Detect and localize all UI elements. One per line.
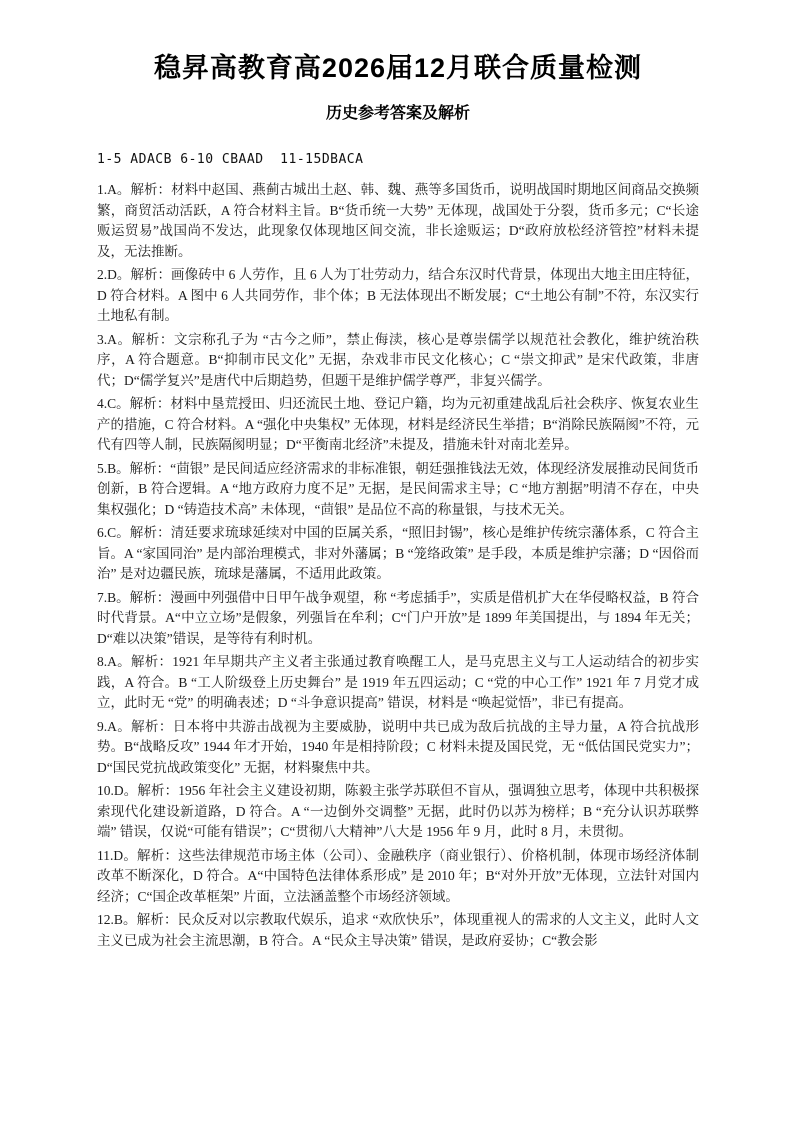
answer-explanations — [97, 180, 699, 951]
answer-item: 12.B。解析：民众反对以宗教取代娱乐，追求 “欢欣快乐”，体现重视人的需求的人文主义，此时人文主义已成为社会主流思潮，B 符合。A “民众主导决策” 错误，是政府妥协；C“教会影 — [97, 912, 699, 948]
page-subtitle: 历史参考答案及解析 — [325, 105, 470, 122]
answer-item: 2.D。解析：画像砖中 6 人劳作，且 6 人为丁壮劳动力，结合东汉时代背景，体现出大地主田庄特征，D 符合材料。A 图中 6 人共同劳作，非个体；B 无法体现出不断发展；C“土地公有制”不符，东汉实行土地私有制。 — [97, 267, 699, 323]
page-title: 稳昇高教育高2026届12月联合质量检测 — [153, 53, 643, 83]
answer-item: 8.A。解析：1921 年早期共产主义者主张通过教育唤醒工人，是马克思主义与工人运动结合的初步实践，A 符合。B “工人阶级登上历史舞台” 是 1919 年五四运动；C “党的中心工作” 1921 年 7 月党才成立，此时无 “党” 的明确表述；D “斗争意识提高” 错误，材料是 “唤起觉悟”，非已有提高。 — [97, 654, 699, 710]
answer-item: 9.A。解析：日本将中共游击战视为主要威胁，说明中共已成为敌后抗战的主导力量，A 符合抗战形势。B“战略反攻” 1944 年才开始，1940 年是相持阶段；C 材料未提及国民党，无 “低估国民党实力”；D“国民党抗战政策变化” 无据，材料聚焦中共。 — [97, 718, 699, 775]
answer-item: 4.C。解析：材料中垦荒授田、归还流民土地、登记户籍，均为元初重建战乱后社会秩序、恢复农业生产的措施，C 符合材料。A “强化中央集权” 无体现，材料是经济民生举措；B“消除民族隔阂”不符，元代有四等人制，民族隔阂明显；D“平衡南北经济”未提及，措施未针对南北差异。 — [97, 396, 699, 452]
answer-item: 10.D。解析：1956 年社会主义建设初期，陈毅主张学苏联但不盲从，强调独立思考，体现中共积极探索现代化建设新道路，D 符合。A “一边倒外交调整” 无据，此时仍以苏为榜样；B “充分认识苏联弊端” 错误，仅说“可能有错误”；C“贯彻八大精神”八大是 1956 年 9 月，此时 8 月，未贯彻。 — [97, 783, 699, 839]
answer-item: 11.D。解析：这些法律规范市场主体（公司）、金融秩序（商业银行）、价格机制，体现市场经济体制改革不断深化，D 符合。A“中国特色法律体系形成” 是 2010 年；B“对外开放”无体现，立法针对国内经济；C“国企改革框架” 片面，立法涵盖整个市场经济领域。 — [97, 847, 699, 904]
answer-item: 6.C。解析：清廷要求琉球延续对中国的臣属关系，“照旧封锡”，核心是维护传统宗藩体系，C 符合主旨。A “家国同治” 是内部治理模式，非对外藩属；B “笼络政策” 是手段，本质是维护宗藩；D “因俗而治” 是对边疆民族，琉球是藩属，不适用此政策。 — [97, 525, 699, 581]
answer-item: 7.B。解析：漫画中列强借中日甲午战争观望，称 “考虑插手”，实质是借机扩大在华侵略权益，B 符合时代背景。A“中立立场”是假象，列强旨在牟利；C“门户开放”是 1899 年美国提出，与 1894 年无关；D“难以决策”错误，是等待有利时机。 — [97, 589, 699, 646]
answer-item: 1.A。解析：材料中赵国、燕蓟古城出土赵、韩、魏、燕等多国货币，说明战国时期地区间商品交换频繁，商贸活动活跃，A 符合材料主旨。B“货币统一大势” 无体现，战国处于分裂，货币多元；C“长途贩运贸易”战国尚不发达，此现象仅体现地区间交流，非长途贩运；D“政府放松经济管控”材料未提及，无法推断。 — [97, 182, 699, 259]
answer-item: 5.B。解析：“茴银” 是民间适应经济需求的非标准银，朝廷强推钱法无效，体现经济发展推动民间货币创新，B 符合逻辑。A “地方政府力度不足” 无据，是民间需求主导；C “地方割据”明清不存在，中央集权强化；D “铸造技术高” 未体现，“茴银” 是品位不高的称量银，与技术无关。 — [97, 460, 699, 517]
answer-key-line: 1-5 ADACB 6-10 CBAAD 11-15DBACA — [97, 152, 364, 167]
answer-item: 3.A。解析：文宗称孔子为 “古今之师”，禁止侮渎，核心是尊崇儒学以规范社会教化，维护统治秩序，A 符合题意。B“抑制市民文化” 无据，杂戏非市民文化核心；C “崇文抑武” 是宋代政策，非唐代；D“儒学复兴”是唐代中后期趋势，但题干是维护儒学尊严，非复兴儒学。 — [97, 331, 699, 388]
